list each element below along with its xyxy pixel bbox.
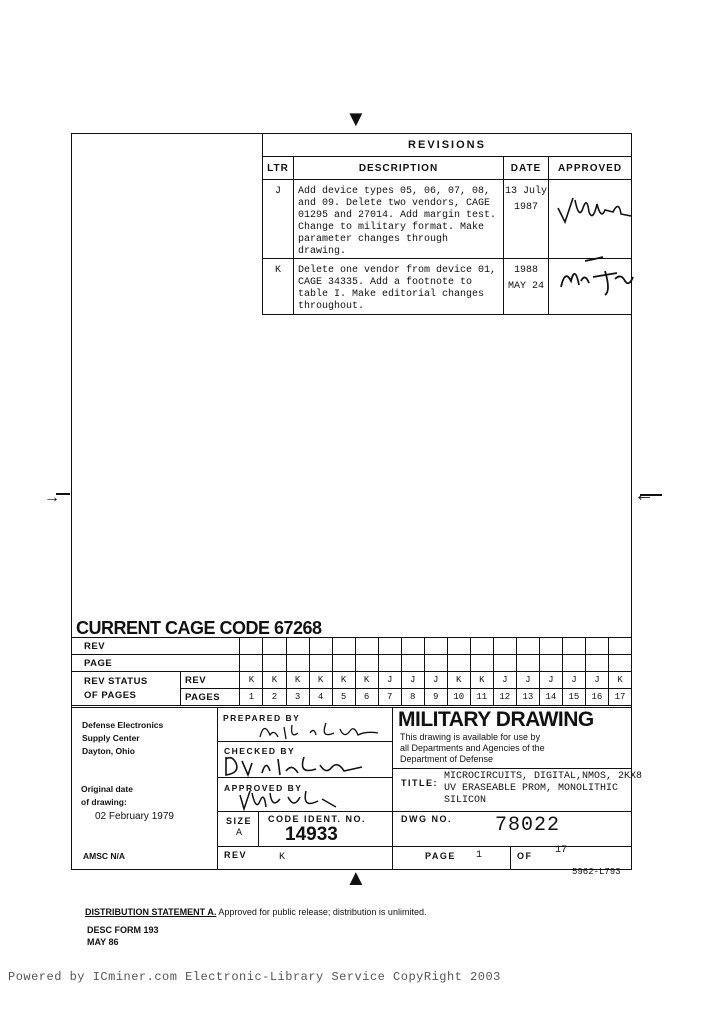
rev-cell: K — [286, 672, 309, 689]
page-cell: 1 — [240, 689, 263, 706]
revision-description: Add device types 05, 06, 07, 08, and 09. Delete two vendors, CAGE 01295 and 27014. Add margin test. Change to military format. Make parameter changes through drawing. — [294, 180, 504, 259]
distribution-text: Approved for public release; distribution is unlimited. — [218, 907, 427, 917]
rev-row — [72, 638, 632, 655]
left-center-arrow-icon: → — [44, 489, 60, 506]
current-cage-code: CURRENT CAGE CODE 67268 — [76, 618, 322, 638]
rev-status-row — [72, 672, 632, 689]
page-cell: 3 — [286, 689, 309, 706]
title-block-divider — [510, 846, 511, 870]
amsc-number: AMSC N/A — [83, 851, 126, 861]
rev-cell: K — [470, 672, 493, 689]
page-cell: 16 — [585, 689, 608, 706]
page-cell: 9 — [424, 689, 447, 706]
description-header: DESCRIPTION — [294, 157, 504, 180]
approval-signature-icon — [555, 251, 640, 297]
title-label: TITLE: — [401, 778, 438, 788]
approved-by-label: APPROVED BY — [224, 783, 303, 793]
prepared-by-label: PREPARED BY — [223, 713, 301, 723]
page-cell: 4 — [309, 689, 332, 706]
drawing-title-line: SILICON — [444, 795, 487, 806]
revision-date-line1: 1988 — [513, 265, 538, 276]
rev-cell: J — [493, 672, 516, 689]
org-line: Defense Electronics — [82, 720, 164, 730]
rev-status-label-line2: OF PAGES — [84, 689, 137, 701]
right-center-arrow-icon: ← — [634, 484, 654, 506]
title-block-rule — [392, 768, 632, 769]
org-line: Supply Center — [82, 733, 140, 743]
availability-line: Department of Defense — [400, 754, 494, 764]
original-date-label-line: of drawing: — [81, 797, 127, 807]
checked-signature-icon — [222, 753, 372, 779]
page-cell: 6 — [355, 689, 378, 706]
page-cell: 14 — [539, 689, 562, 706]
rev-cell: K — [608, 672, 631, 689]
form-number-line: DESC FORM 193 — [87, 925, 159, 935]
pages-small-label: PAGES — [181, 689, 240, 706]
rev-cell: J — [424, 672, 447, 689]
page-cell: 15 — [562, 689, 585, 706]
revision-date — [504, 259, 549, 315]
dwg-no-value: 78022 — [495, 814, 561, 837]
military-drawing-heading: MILITARY DRAWING — [398, 708, 594, 731]
ltr-header: LTR — [263, 157, 294, 180]
approval-signature-icon — [553, 190, 638, 230]
revisions-table — [262, 133, 632, 315]
issuing-organization — [82, 719, 163, 758]
original-date-label — [81, 783, 133, 809]
rev-cell: J — [516, 672, 539, 689]
page-cell: 5 — [332, 689, 355, 706]
revision-description: Delete one vendor from device 01, CAGE 34335. Add a footnote to table I. Make editorial changes throughout. — [294, 259, 504, 315]
drawing-title-line: UV ERASEABLE PROM, MONOLITHIC — [444, 783, 619, 794]
rev-label: REV — [224, 850, 248, 860]
date-header: DATE — [504, 157, 549, 180]
rev-cell: K — [332, 672, 355, 689]
rev-cell: K — [447, 672, 470, 689]
approved-by-signature — [236, 787, 356, 816]
revision-date-line2: MAY 24 — [507, 281, 544, 292]
approval-signature-cell — [549, 259, 632, 315]
availability-line: This drawing is available for use by — [400, 732, 541, 742]
page-cell: 12 — [493, 689, 516, 706]
document-number: 5962-L793 — [572, 867, 621, 877]
distribution-statement — [85, 907, 426, 917]
rev-small-label: REV — [181, 672, 240, 689]
revision-letter: J — [263, 180, 294, 259]
org-line: Dayton, Ohio — [82, 746, 135, 756]
prepared-signature-icon — [258, 719, 388, 743]
drawing-title-line: MICROCIRCUITS, DIGITAL,NMOS, 2KX8 — [444, 771, 643, 782]
page-cell: 8 — [401, 689, 424, 706]
revision-date — [504, 180, 549, 259]
revision-date-line2: 1987 — [513, 202, 538, 213]
page-cell: 2 — [263, 689, 286, 706]
rev-value: K — [279, 852, 286, 863]
page-row — [72, 655, 632, 672]
availability-statement — [400, 732, 545, 765]
left-arrow-shaft — [56, 493, 70, 495]
page-row-label: PAGE — [72, 655, 240, 672]
original-date: 02 February 1979 — [95, 811, 174, 822]
page-cell: 11 — [470, 689, 493, 706]
page-cell: 17 — [608, 689, 631, 706]
revisions-title: REVISIONS — [263, 134, 632, 157]
right-arrow-shaft — [640, 494, 662, 496]
distribution-label: DISTRIBUTION STATEMENT A. — [85, 907, 217, 917]
code-ident-value: 14933 — [285, 824, 338, 845]
title-block-divider — [258, 811, 259, 846]
revision-date-line1: 13 July — [504, 186, 547, 197]
form-number — [87, 924, 159, 948]
availability-line: all Departments and Agencies of the — [400, 743, 545, 753]
rev-cell: J — [378, 672, 401, 689]
page-label: PAGE — [425, 851, 456, 861]
code-ident-label: CODE IDENT. NO. — [268, 814, 367, 824]
rev-cell: K — [355, 672, 378, 689]
rev-cell: K — [309, 672, 332, 689]
approval-signature-cell — [549, 180, 632, 259]
revision-status-table — [71, 637, 632, 706]
form-number-line: MAY 86 — [87, 937, 119, 947]
approved-header: APPROVED — [549, 157, 632, 180]
rev-cell: K — [240, 672, 263, 689]
page-cell: 7 — [378, 689, 401, 706]
rev-row-label: REV — [72, 638, 240, 655]
rev-cell: K — [263, 672, 286, 689]
checked-by-signature — [222, 753, 372, 784]
size-value: A — [236, 828, 243, 839]
rev-status-label — [72, 672, 181, 706]
prepared-by-signature-icon — [258, 719, 388, 747]
bottom-center-arrow-icon: ▲ — [345, 865, 367, 890]
checked-by-label: CHECKED BY — [224, 746, 296, 756]
rev-cell: J — [401, 672, 424, 689]
copyright-notice: Powered by ICminer.com Electronic-Library Service CopyRight 2003 — [8, 970, 501, 984]
revision-row — [263, 259, 632, 315]
approved-signature-icon — [236, 787, 356, 811]
rev-cell: J — [585, 672, 608, 689]
of-value: 17 — [555, 845, 568, 856]
top-center-arrow-icon: ▼ — [345, 106, 367, 131]
drawing-title — [444, 771, 642, 807]
page-cell: 10 — [447, 689, 470, 706]
revision-row — [263, 180, 632, 259]
page-value: 1 — [476, 850, 483, 861]
original-date-label-line: Original date — [81, 784, 133, 794]
rev-cell: J — [539, 672, 562, 689]
size-label: SIZE — [226, 816, 253, 826]
page-cell: 13 — [516, 689, 539, 706]
rev-status-label-line1: REV STATUS — [84, 675, 148, 687]
rev-cell: J — [562, 672, 585, 689]
title-block-rule — [217, 846, 632, 847]
revision-letter: K — [263, 259, 294, 315]
of-label: OF — [517, 851, 533, 861]
dwg-no-label: DWG NO. — [401, 814, 452, 824]
